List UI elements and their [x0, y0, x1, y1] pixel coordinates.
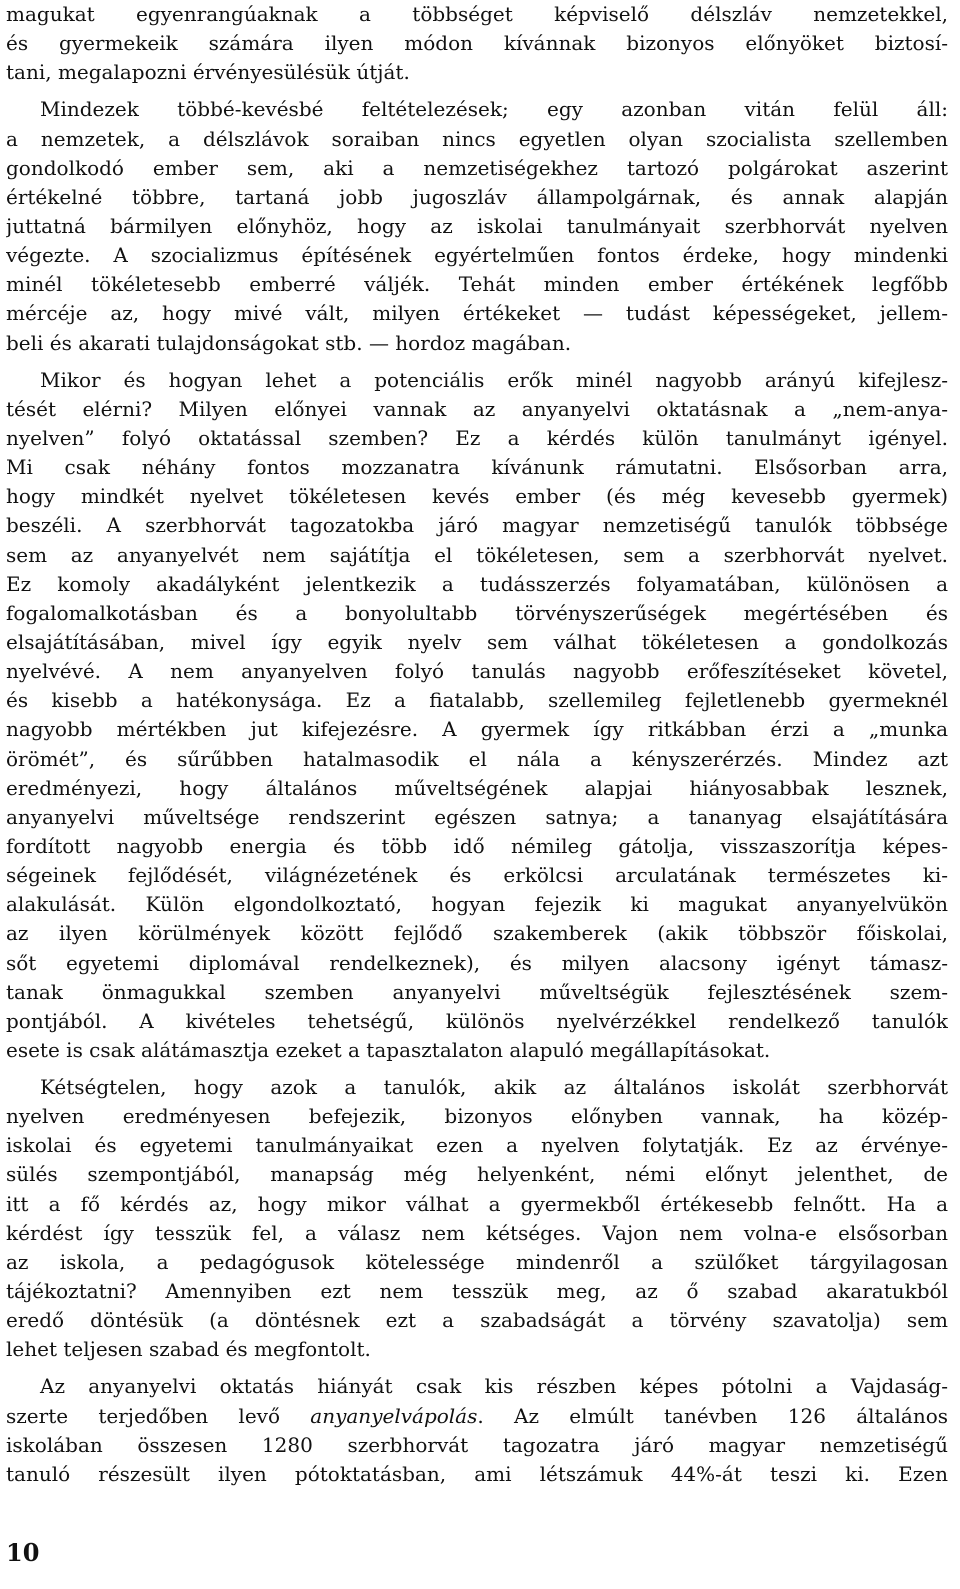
text-line: anyanyelvi műveltsége rendszerint egészen satnya; a tananyag elsajátítására	[6, 804, 948, 829]
text-line: Ez komoly akadályként jelentkezik a tudásszerzés folyamatában, különösen a	[6, 571, 948, 596]
text-line: itt a fő kérdés az, hogy mikor válhat a gyermekből értékesebb felnőtt. Ha a	[6, 1191, 948, 1216]
text-line: hogy mindkét nyelvet tökéletesen kevés ember (és még kevesebb gyermek)	[6, 484, 948, 509]
text-line: szerte terjedőben levő anyanyelvápolás. Az elmúlt tanévben 126 általános	[6, 1403, 948, 1428]
text-line: értékelné többre, tartaná jobb jugoszláv állampolgárnak, és annak alapján	[6, 184, 948, 209]
text-line: Az anyanyelvi oktatás hiányát csak kis részben képes pótolni a Vajdaság-	[40, 1374, 948, 1399]
text-line: az iskola, a pedagógusok kötelessége mindenről a szülőket tárgyilagosan	[6, 1249, 948, 1274]
text-line: kérdést így tesszük fel, a válasz nem kétséges. Vajon nem volna-e elsősorban	[6, 1220, 948, 1245]
text-line: Mi csak néhány fontos mozzanatra kívánunk rámutatni. Elsősorban arra,	[6, 455, 948, 480]
text-line: pontjából. A kivételes tehetségű, különös nyelvérzékkel rendelkező tanulók	[6, 1008, 948, 1033]
text-line: Kétségtelen, hogy azok a tanulók, akik az általános iskolát szerbhorvát	[40, 1075, 948, 1100]
text-line: sülés szempontjából, manapság még helyenként, némi előnyt jelenthet, de	[6, 1162, 948, 1187]
paragraph-3	[6, 366, 948, 1065]
text-line: örömét”, és sűrűbben hatalmasodik el nála a kényszerérzés. Mindez azt	[6, 746, 948, 771]
text-line: mércéje az, hogy mivé vált, milyen értékeket — tudást képességeket, jellem-	[6, 301, 948, 326]
text-line: Mikor és hogyan lehet a potenciális erők minél nagyobb arányú kifejlesz-	[40, 367, 948, 392]
text-line: végezte. A szocializmus építésének egyértelműen fontos érdeke, hogy mindenki	[6, 243, 948, 268]
text-line: nyelven” folyó oktatással szemben? Ez a kérdés külön tanulmányt igényel.	[6, 425, 948, 450]
text-line: fogalomalkotásban és a bonyolultabb törvényszerűségek megértésében és	[6, 600, 948, 625]
text-line: alakulását. Külön elgondolkoztató, hogyan fejezik ki magukat anyanyelvükön	[6, 892, 948, 917]
paragraph-5	[6, 1372, 948, 1489]
text-line: eredményezi, hogy általános műveltségének alapjai hiányosabbak lesznek,	[6, 775, 948, 800]
text-line: nagyobb mértékben jut kifejezésre. A gyermek így ritkábban érzi a „munka	[6, 717, 948, 742]
text-line: iskolában összesen 1280 szerbhorvát tagozatra járó magyar nemzetiségű	[6, 1432, 948, 1457]
text-line: tájékoztatni? Amennyiben ezt nem tesszük meg, az ő szabad akaratukból	[6, 1279, 948, 1304]
text-line: sőt egyetemi diplomával rendelkeznek), és milyen alacsony igényt támasz-	[6, 950, 948, 975]
text-line: és kisebb a hatékonysága. Ez a fiatalabb, szellemileg fejletlenebb gyermeknél	[6, 688, 948, 713]
text-line: iskolai és egyetemi tanulmányaikat ezen a nyelven folytatják. Ez az érvénye-	[6, 1133, 948, 1158]
text-line: lehet teljesen szabad és megfontolt.	[6, 1337, 371, 1362]
paragraph-1	[6, 0, 948, 87]
text-line: és gyermekeik számára ilyen módon kívánnak bizonyos előnyöket biztosí-	[6, 31, 948, 56]
text-line: tani, megalapozni érvényesülésük útját.	[6, 60, 410, 85]
text-line: ségeinek fejlődését, világnézetének és erkölcsi arculatának természetes ki-	[6, 863, 948, 888]
text-line: juttatná bármilyen előnyhöz, hogy az iskolai tanulmányait szerbhorvát nyelven	[6, 213, 948, 238]
text-line: tanak önmagukkal szemben anyanyelvi műveltségük fejlesztésének szem-	[6, 979, 948, 1004]
text-line: a nemzetek, a délszlávok soraiban nincs egyetlen olyan szocialista szellemben	[6, 126, 948, 151]
emphasized-term: anyanyelvápolás	[310, 1403, 478, 1428]
text-line: gondolkodó ember sem, aki a nemzetiségekhez tartozó polgárokat aszerint	[6, 155, 948, 180]
text-line: esete is csak alátámasztja ezeket a tapasztalaton alapuló megállapításokat.	[6, 1037, 771, 1062]
text-line: elsajátításában, mivel így egyik nyelv sem válhat tökéletesen a gondolkozás	[6, 629, 948, 654]
text-line: eredő döntésük (a döntésnek ezt a szabadságát a törvény szavatolja) sem	[6, 1308, 948, 1333]
text-line: tését elérni? Milyen előnyei vannak az anyanyelvi oktatásnak a „nem-anya-	[6, 396, 948, 421]
page-number: 10	[6, 1538, 40, 1567]
text-line: tanuló részesült ilyen pótoktatásban, ami létszámuk 44%-át teszi ki. Ezen	[6, 1461, 948, 1486]
text-line: beli és akarati tulajdonságokat stb. — hordoz magában.	[6, 330, 572, 355]
text-line: minél tökéletesebb emberré váljék. Tehát minden ember értékének legfőbb	[6, 272, 948, 297]
document-page	[6, 0, 948, 1497]
paragraph-4	[6, 1073, 948, 1364]
text-line: nyelven eredményesen befejezik, bizonyos előnyben vannak, ha közép-	[6, 1104, 948, 1129]
text-line: sem az anyanyelvét nem sajátítja el tökéletesen, sem a szerbhorvát nyelvet.	[6, 542, 948, 567]
text-line: nyelvévé. A nem anyanyelven folyó tanulás nagyobb erőfeszítéseket követel,	[6, 659, 948, 684]
text-line: az ilyen körülmények között fejlődő szakemberek (akik többször főiskolai,	[6, 921, 948, 946]
text-line: beszéli. A szerbhorvát tagozatokba járó magyar nemzetiségű tanulók többsége	[6, 513, 948, 538]
paragraph-2	[6, 95, 948, 357]
text-line: magukat egyenrangúaknak a többséget képviselő délszláv nemzetekkel,	[6, 2, 948, 26]
text-line: fordított nagyobb energia és több idő némileg gátolja, visszaszorítja képes-	[6, 833, 948, 858]
text-line: Mindezek többé-kevésbé feltételezések; egy azonban vitán felül áll:	[40, 97, 948, 122]
